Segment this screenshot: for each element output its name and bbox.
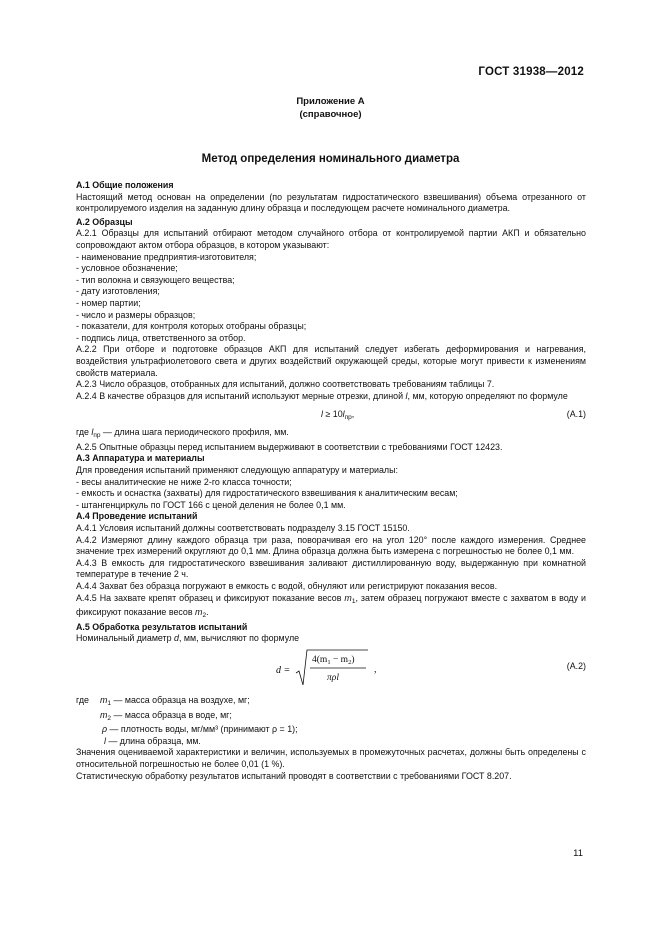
paragraph-a5-1: Номинальный диаметр d, мм, вычисляют по формуле xyxy=(76,633,300,644)
page-number: 11 xyxy=(573,848,583,859)
paragraph-a4-3: А.4.3 В емкость для гидростатического взвешивания заливают дистиллированную воду, выдержанную при комнатной температуре в течение 2 ч. xyxy=(76,557,586,580)
appendix-type: (справочное) xyxy=(299,109,362,120)
formula-a2-comma: , xyxy=(374,663,377,675)
list-item: - подпись лица, ответственного за отбор. xyxy=(76,332,246,343)
paragraph-a4-5: А.4.5 На захвате крепят образец и фиксируют показание весов $m_1$, затем образец погружают вместе с захватом в воду и фиксируют показание весов $m_2$. xyxy=(76,592,586,620)
list-item: - показатели, для контроля которых отобраны образцы; xyxy=(76,321,307,332)
where-item: l — длина образца, мм. xyxy=(104,735,201,746)
formula-a1 xyxy=(76,402,586,426)
list-item: - условное обозначение; xyxy=(76,263,178,274)
list-item: - дату изготовления; xyxy=(76,286,160,297)
section-heading-a3: А.3 Аппаратура и материалы xyxy=(76,453,205,464)
where-item: где $m_1$ — масса образца на воздухе, мг; xyxy=(76,694,250,707)
list-item: - тип волокна и связующего вещества; xyxy=(76,274,235,285)
formula-a2-numerator: $4(m_1 - m_2)$ xyxy=(312,654,355,666)
section-heading-a5: А.5 Обработка результатов испытаний xyxy=(76,621,248,632)
paragraph-a5-2: Значения оцениваемой характеристики и величин, используемых в промежуточных расчетах, должны быть определены с относительной погрешностью не более 0,01 (1 %). xyxy=(76,747,586,769)
formula-a1-number: (А.1) xyxy=(566,409,586,420)
formula-a2-number: (А.2) xyxy=(566,660,586,671)
formula-a2-lhs: d = xyxy=(276,664,291,676)
where-item: $m_2$ — масса образца в воде, мг; xyxy=(100,709,232,722)
paragraph-a4-1: А.4.1 Условия испытаний должны соответствовать подразделу 3.15 ГОСТ 15150. xyxy=(76,523,410,534)
section-heading-a1: А.1 Общие положения xyxy=(76,180,174,190)
list-item: - штангенциркуль по ГОСТ 166 с ценой деления не более 0,1 мм. xyxy=(76,499,346,510)
paragraph-a1-1: Настоящий метод основан на определении (по результатам гидростатического взвешивания) объема отрезанного от контролируемого изделия на заданную длину образца и последующем расчете номинального диаметра. xyxy=(76,191,586,214)
paragraph-a2-3: А.2.3 Число образцов, отобранных для испытаний, должно соответствовать требованиям таблицы 7. xyxy=(76,379,495,390)
standard-header: ГОСТ 31938—2012 xyxy=(478,66,584,78)
appendix-label: Приложение А xyxy=(296,96,365,107)
formula-a2 xyxy=(76,647,586,689)
formula-a2-graphic xyxy=(274,647,444,689)
paragraph-a3-1: Для проведения испытаний применяют следующую аппаратуру и материалы: xyxy=(76,465,398,476)
list-item: - емкость и оснастка (захваты) для гидростатического взвешивания к аналитическим весам; xyxy=(76,488,458,499)
where-a2-list xyxy=(76,695,586,747)
where-a1: где $l_{пр}$ — длина шага периодического профиля, мм. xyxy=(76,427,289,440)
list-item: - наименование предприятия-изготовителя; xyxy=(76,251,257,262)
paragraph-a5-3: Статистическую обработку результатов испытаний проводят в соответствии с требованиями ГОСТ 8.207. xyxy=(76,770,512,781)
sampling-act-list xyxy=(76,252,586,345)
document-body xyxy=(76,180,586,782)
paragraph-a4-4: А.4.4 Захват без образца погружают в емкость с водой, обнуляют или регистрируют показания весов. xyxy=(76,581,498,591)
list-item: - весы аналитические не ниже 2-го класса точности; xyxy=(76,476,292,487)
paragraph-a2-1: А.2.1 Образцы для испытаний отбирают методом случайного отбора от контролируемой партии АКП и обязательно сопровождают актом отбора образцов, в котором указывают: xyxy=(76,228,586,250)
formula-a1-expression: $l \ge 10l_{пр}$, xyxy=(321,409,355,422)
list-item: - число и размеры образцов; xyxy=(76,309,196,320)
paragraph-a4-2: А.4.2 Измеряют длину каждого образца три раза, поворачивая его на угол 120° после каждого измерения. Среднее значение трех измерений округляют до 0,1 мм. Длина образца должна быть измерена с погрешностью не более 0,1 мм. xyxy=(76,534,586,557)
paragraph-a2-2: А.2.2 При отборе и подготовке образцов АКП для испытаний следует избегать деформирования и нагревания, воздействия ультрафиолетового света и других воздействий окружающей среды, которые могут привести к изменениям свойств материала. xyxy=(76,344,586,378)
section-heading-a4: А.4 Проведение испытаний xyxy=(76,511,198,522)
list-item: - номер партии; xyxy=(76,297,141,308)
paragraph-a2-4: А.2.4 В качестве образцов для испытаний используют мерные отрезки, длиной l, мм, которую определяют по формуле xyxy=(76,390,568,401)
section-heading-a2: А.2 Образцы xyxy=(76,216,133,227)
where-item: ρ — плотность воды, мг/мм³ (принимают ρ = 1); xyxy=(102,724,298,735)
paragraph-a2-5: А.2.5 Опытные образцы перед испытанием выдерживают в соответствии с требованиями ГОСТ 12423. xyxy=(76,441,503,452)
formula-a2-denominator: πρl xyxy=(327,672,339,683)
page-title: Метод определения номинального диаметра xyxy=(201,153,460,165)
